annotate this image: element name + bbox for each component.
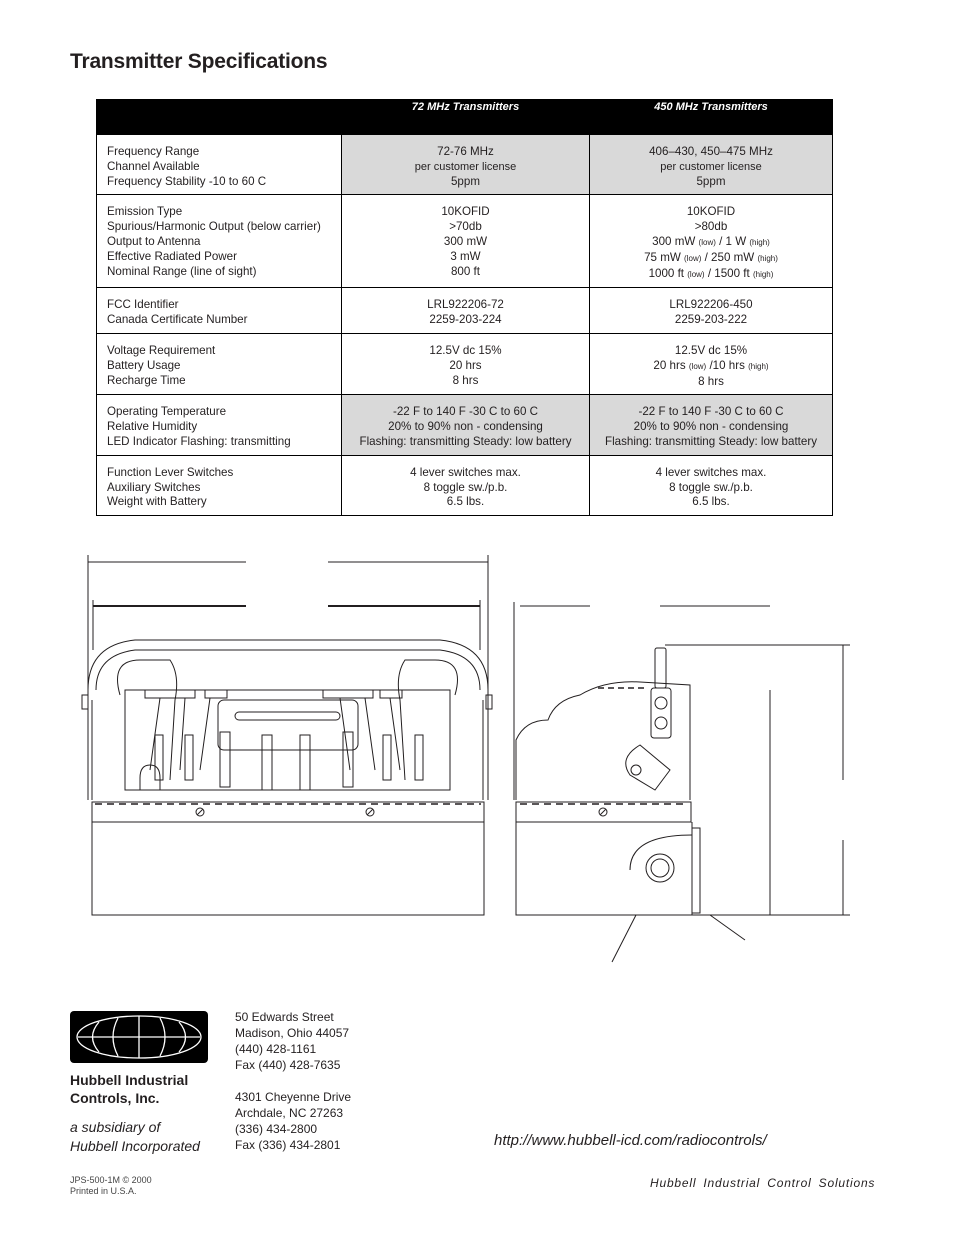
page-title: Transmitter Specifications <box>70 50 328 73</box>
spec-label: Channel Available <box>107 159 200 173</box>
printed-line: Printed in U.S.A. <box>70 1186 137 1196</box>
spec-label: Frequency Range <box>107 145 200 158</box>
side-view-drawing <box>514 602 850 962</box>
tagline: Hubbell Industrial Control Solutions <box>650 1176 876 1190</box>
spec-value: 300 mW <box>443 234 488 248</box>
fax-line: Fax (336) 434-2801 <box>235 1138 341 1152</box>
spec-value: Flashing: transmitting Steady: low battery <box>604 434 817 448</box>
spec-value: 4 lever switches max. <box>410 465 521 479</box>
spec-value: 10KOFID <box>686 205 736 219</box>
spec-value: >70db <box>449 220 482 234</box>
spec-label: Relative Humidity <box>107 420 198 434</box>
company-name-line: Controls, Inc. <box>70 1090 160 1106</box>
spec-label: Voltage Requirement <box>107 343 216 357</box>
spec-value: 8 toggle sw./p.b. <box>669 480 753 494</box>
spec-label: Canada Certificate Number <box>107 313 248 327</box>
spec-value: 3 mW <box>450 249 481 263</box>
spec-value: per customer license <box>414 160 517 173</box>
spec-label: Function Lever Switches <box>107 465 234 479</box>
spec-label: Output to Antenna <box>107 234 201 248</box>
front-view-drawing <box>82 555 492 915</box>
spec-label: Effective Radiated Power <box>107 249 237 263</box>
spec-label: Auxiliary Switches <box>107 480 201 494</box>
document-code <box>70 1175 152 1197</box>
phone-line: (440) 428-1161 <box>235 1042 317 1056</box>
spec-label: Frequency Stability -10 to 60 C <box>107 174 267 188</box>
spec-value: per customer license <box>660 160 762 173</box>
addresses <box>235 1009 351 1153</box>
fax-line: Fax (440) 428-7635 <box>235 1058 341 1072</box>
address-line: 50 Edwards Street <box>235 1010 334 1024</box>
spec-value: 406–430, 450–475 MHz <box>649 145 773 158</box>
spec-value: LRL922206-450 <box>669 298 753 312</box>
phone-line: (336) 434-2800 <box>235 1122 318 1136</box>
address-line: Madison, Ohio 44057 <box>235 1026 350 1040</box>
spec-label: Battery Usage <box>107 358 181 372</box>
website-link[interactable]: http://www.hubbell-icd.com/radiocontrols/ <box>494 1132 767 1149</box>
doc-code-line: JPS-500-1M © 2000 <box>70 1175 152 1185</box>
spec-label: Recharge Time <box>107 373 186 387</box>
spec-value: 20 hrs <box>449 358 482 372</box>
address-line: Archdale, NC 27263 <box>235 1106 344 1120</box>
spec-value: 2259-203-222 <box>674 313 748 327</box>
spec-value: 75 mW (low) / 250 mW (high) <box>644 250 778 264</box>
spec-value: 5ppm <box>450 174 480 188</box>
spec-label: FCC Identifier <box>107 298 179 312</box>
subsidiary-line: Hubbell Incorporated <box>70 1138 200 1154</box>
address-line: 4301 Cheyenne Drive <box>235 1090 352 1104</box>
spec-value: 1000 ft (low) / 1500 ft (high) <box>648 266 774 280</box>
spec-value: 20% to 90% non - condensing <box>388 420 543 434</box>
spec-label: Emission Type <box>107 205 183 219</box>
spec-label: Nominal Range (line of sight) <box>107 264 257 278</box>
spec-value: 8 toggle sw./p.b. <box>423 480 508 494</box>
subsidiary-line: a subsidiary of <box>70 1119 161 1135</box>
spec-value: 6.5 lbs. <box>692 495 730 509</box>
spec-value: LRL922206-72 <box>427 298 504 312</box>
spec-value: 300 mW (low) / 1 W (high) <box>652 234 770 248</box>
spec-value: 12.5V dc 15% <box>674 343 748 357</box>
spec-value: 10KOFID <box>441 205 490 219</box>
subsidiary-note <box>70 1118 200 1156</box>
company-name <box>70 1071 188 1107</box>
spec-value: 800 ft <box>450 264 480 278</box>
spec-value: -22 F to 140 F -30 C to 60 C <box>393 405 538 419</box>
spec-label: Operating Temperature <box>107 405 227 419</box>
spec-value: 8 hrs <box>452 373 479 387</box>
company-logo <box>70 1011 208 1063</box>
spec-header-450mhz: 450 MHz Transmitters <box>590 100 833 135</box>
spec-value: 20% to 90% non - condensing <box>633 420 789 434</box>
spec-label: Weight with Battery <box>107 495 207 509</box>
spec-value: 6.5 lbs. <box>446 495 485 509</box>
spec-header-72mhz: 72 MHz Transmitters <box>342 100 590 135</box>
spec-value: 4 lever switches max. <box>655 465 767 479</box>
spec-label: Spurious/Harmonic Output (below carrier) <box>107 220 321 234</box>
spec-value: 2259-203-224 <box>429 313 502 327</box>
spec-value: >80db <box>694 220 728 234</box>
spec-value: -22 F to 140 F -30 C to 60 C <box>638 405 784 419</box>
spec-label: LED Indicator Flashing: transmitting <box>107 434 291 448</box>
company-name-line: Hubbell Industrial <box>70 1072 189 1088</box>
spec-value: 12.5V dc 15% <box>429 343 502 357</box>
spec-value: 8 hrs <box>698 374 724 388</box>
spec-value: 20 hrs (low) /10 hrs (high) <box>653 358 769 372</box>
spec-value: 5ppm <box>696 174 726 188</box>
spec-value: Flashing: transmitting Steady: low battery <box>359 434 572 448</box>
spec-value: 72-76 MHz <box>437 145 494 158</box>
